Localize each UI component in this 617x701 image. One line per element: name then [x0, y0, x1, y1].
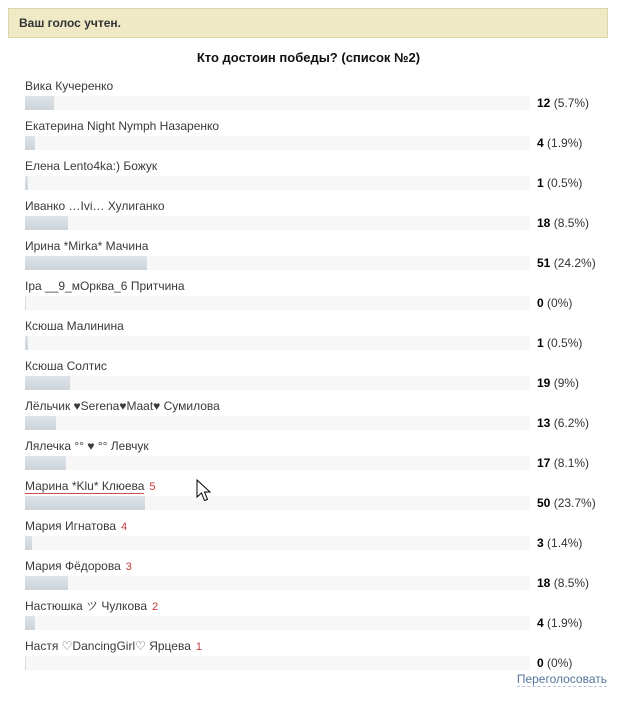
vote-count-number: 17 — [537, 456, 551, 470]
vote-count — [537, 416, 589, 430]
vote-bar-fill — [25, 576, 68, 590]
poll-option-row — [25, 399, 610, 439]
vote-count-number: 12 — [537, 96, 551, 110]
vote-bar-fill — [25, 496, 145, 510]
vote-count — [537, 576, 589, 590]
vote-count-number: 19 — [537, 376, 551, 390]
poll-title: Кто достоин победы? (список №2) — [196, 50, 421, 65]
option-name: Лёльчик ♥Serena♥Maat♥ Сумилова — [25, 399, 220, 413]
vote-count — [537, 136, 582, 150]
option-rank-number: 1 — [195, 641, 202, 653]
vote-count-number: 3 — [537, 536, 544, 550]
option-name: Екатерина Night Nymph Назаренко — [25, 119, 220, 133]
vote-bar-fill — [25, 456, 66, 470]
vote-bar-track — [25, 536, 530, 550]
vote-recorded-message: Ваш голос учтен. — [19, 16, 121, 30]
vote-bar-track — [25, 576, 530, 590]
vote-count-number: 18 — [537, 576, 551, 590]
vote-count-number: 0 — [537, 296, 544, 310]
vote-percent: (9%) — [553, 376, 580, 390]
vote-count-number: 51 — [537, 256, 551, 270]
vote-bar-track — [25, 176, 530, 190]
poll-option-row — [25, 159, 610, 199]
vote-bar-fill — [25, 136, 35, 150]
option-rank-number: 3 — [125, 561, 132, 573]
vote-bar-fill — [25, 336, 28, 350]
option-name: Мария Фёдорова — [25, 559, 121, 573]
option-name[interactable]: Марина *Klu* Клюева — [25, 479, 145, 493]
vote-bar-track — [25, 496, 530, 510]
option-name: Настя ♡DancingGirl♡ Ярцева — [25, 639, 191, 653]
vote-count-number: 13 — [537, 416, 551, 430]
poll-option-row — [25, 519, 610, 559]
vote-bar-track — [25, 256, 530, 270]
option-rank-number: 4 — [121, 521, 128, 533]
option-name: Лялечка °° ♥ °° Левчук — [25, 439, 149, 453]
poll-option-row — [25, 119, 610, 159]
vote-percent: (1.9%) — [547, 136, 583, 150]
option-name: Ксюша Малинина — [25, 319, 124, 333]
vote-bar-fill — [25, 96, 54, 110]
vote-count-number: 50 — [537, 496, 551, 510]
vote-bar-track — [25, 616, 530, 630]
option-rank-number: 5 — [149, 481, 156, 493]
vote-bar-fill — [25, 256, 147, 270]
vote-count — [537, 296, 572, 310]
vote-count — [537, 536, 582, 550]
vote-percent: (5.7%) — [553, 96, 590, 110]
vote-count — [537, 376, 579, 390]
vote-percent: (0%) — [547, 656, 573, 670]
option-name: Настюшка ツ Чулкова — [25, 599, 148, 613]
option-name: Іра __9_мОрква_6 Притчина — [25, 279, 185, 293]
vote-bar-fill — [25, 536, 32, 550]
option-name: Иванко …Ivi… Хулиганко — [25, 199, 165, 213]
vote-percent: (23.7%) — [553, 496, 596, 510]
vote-bar-fill — [25, 376, 70, 390]
vote-bar-track — [25, 136, 530, 150]
vote-count — [537, 496, 596, 510]
option-name: Мария Игнатова — [25, 519, 117, 533]
vote-bar-track — [25, 376, 530, 390]
vote-bar-track — [25, 96, 530, 110]
poll-option-row — [25, 479, 610, 519]
vote-count — [537, 456, 589, 470]
vote-recorded-banner — [8, 8, 608, 38]
revote-link[interactable]: Переголосовать — [516, 672, 607, 686]
poll-option-row — [25, 279, 610, 319]
vote-bar-track — [25, 336, 530, 350]
vote-count-number: 4 — [537, 136, 544, 150]
vote-percent: (0.5%) — [547, 336, 583, 350]
poll-option-row — [25, 199, 610, 239]
vote-bar-fill — [25, 656, 26, 670]
vote-percent: (0.5%) — [547, 176, 583, 190]
vote-bar-track — [25, 416, 530, 430]
vote-bar-track — [25, 656, 530, 670]
poll-option-row — [25, 559, 610, 599]
vote-bar-track — [25, 216, 530, 230]
option-name: Вика Кучеренко — [25, 79, 114, 93]
vote-count — [537, 256, 596, 270]
vote-percent: (6.2%) — [553, 416, 590, 430]
vote-bar-fill — [25, 416, 56, 430]
vote-bar-fill — [25, 216, 68, 230]
poll-options-list — [25, 79, 610, 679]
vote-percent: (8.5%) — [553, 576, 590, 590]
vote-count-number: 1 — [537, 336, 544, 350]
vote-bar-track — [25, 296, 530, 310]
option-name: Ксюша Солтис — [25, 359, 107, 373]
vote-percent: (8.5%) — [553, 216, 590, 230]
poll-option-row — [25, 319, 610, 359]
vote-count — [537, 216, 589, 230]
vote-count-number: 1 — [537, 176, 544, 190]
vote-count-number: 0 — [537, 656, 544, 670]
vote-percent: (24.2%) — [553, 256, 596, 270]
option-rank-number: 2 — [152, 601, 159, 613]
vote-percent: (8.1%) — [553, 456, 590, 470]
vote-count — [537, 96, 589, 110]
vote-count-number: 4 — [537, 616, 544, 630]
vote-count — [537, 336, 582, 350]
vote-bar-track — [25, 456, 530, 470]
vote-bar-fill — [25, 616, 35, 630]
vote-count — [537, 176, 582, 190]
option-name: Елена Lento4ka:) Божук — [25, 159, 158, 173]
poll-option-row — [25, 439, 610, 479]
poll-option-row — [25, 79, 610, 119]
poll-option-row — [25, 599, 610, 639]
vote-bar-fill — [25, 176, 28, 190]
option-name: Ирина *Mirka* Мачина — [25, 239, 149, 253]
poll-option-row — [25, 239, 610, 279]
vote-count — [537, 656, 572, 670]
vote-percent: (1.4%) — [547, 536, 583, 550]
poll-option-row — [25, 359, 610, 399]
vote-bar-fill — [25, 296, 26, 310]
vote-percent: (1.9%) — [547, 616, 583, 630]
vote-percent: (0%) — [547, 296, 573, 310]
vote-count-number: 18 — [537, 216, 551, 230]
vote-count — [537, 616, 582, 630]
